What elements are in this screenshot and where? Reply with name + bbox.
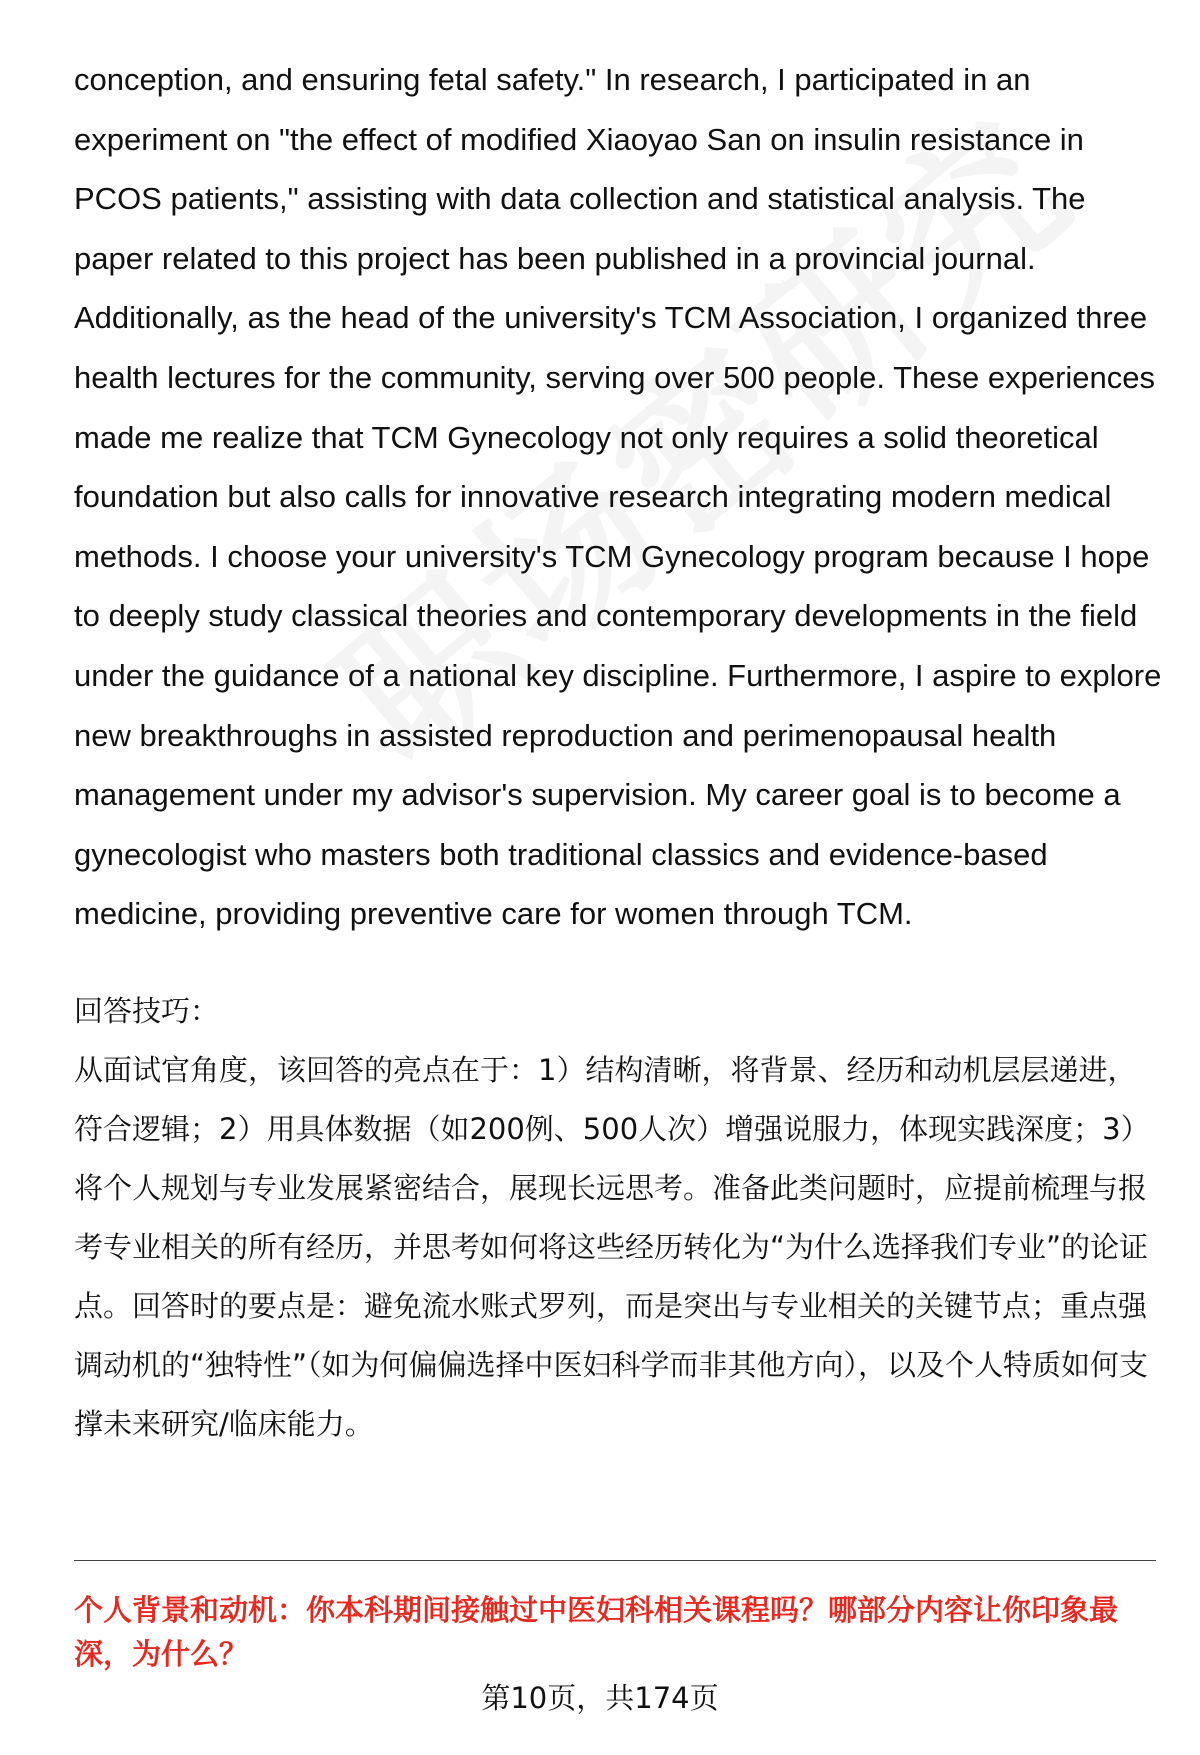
- section-divider: [74, 1560, 1156, 1561]
- tips-paragraph: 从面试官角度，该回答的亮点在于：1）结构清晰，将背景、经历和动机层层递进，符合逻辑；2）用具体数据（如200例、500人次）增强说服力，体现实践深度；3）将个人规划与专业发展紧密结合，展现长远思考。准备此类问题时，应提前梳理与报考专业相关的所有经历，并思考如何将这些经历转化为“为什么选择我们专业”的论证点。回答时的要点是：避免流水账式罗列，而是突出与专业相关的关键节点；重点强调动机的“独特性”（如为何偏偏选择中医妇科学而非其他方向），以及个人特质如何支撑未来研究/临床能力。: [74, 1052, 1150, 1441]
- page-number-footer: 第10页，共174页: [481, 1681, 719, 1715]
- next-question-heading: 个人背景和动机：你本科期间接触过中医妇科相关课程吗？哪部分内容让你印象最深，为什么？: [74, 1593, 1119, 1671]
- tips-heading: 回答技巧：: [74, 993, 220, 1028]
- answer-paragraph: conception, and ensuring fetal safety." In research, I participated in an experiment on "the effect of modified Xiaoyao San on insulin resistance in PCOS patients," assisting with data collection and statistical analysis. The paper related to this project has been published in a provincial journal. Additionally, as the head of the university's TCM Association, I organized three health lectures for the community, serving over 500 people. These experiences made me realize that TCM Gynecology not only requires a solid theoretical foundation but also calls for innovative research integrating modern medical methods. I choose your university's TCM Gynecology program because I hope to deeply study classical theories and contemporary developments in the field under the guidance of a national key discipline. Furthermore, I aspire to explore new breakthroughs in assisted reproduction and perimenopausal health management under my advisor's supervision. My career goal is to become a gynecologist who masters both traditional classics and evidence-based medicine, providing preventive care for women through TCM.: [74, 62, 1162, 932]
- main-content: [74, 50, 1164, 1454]
